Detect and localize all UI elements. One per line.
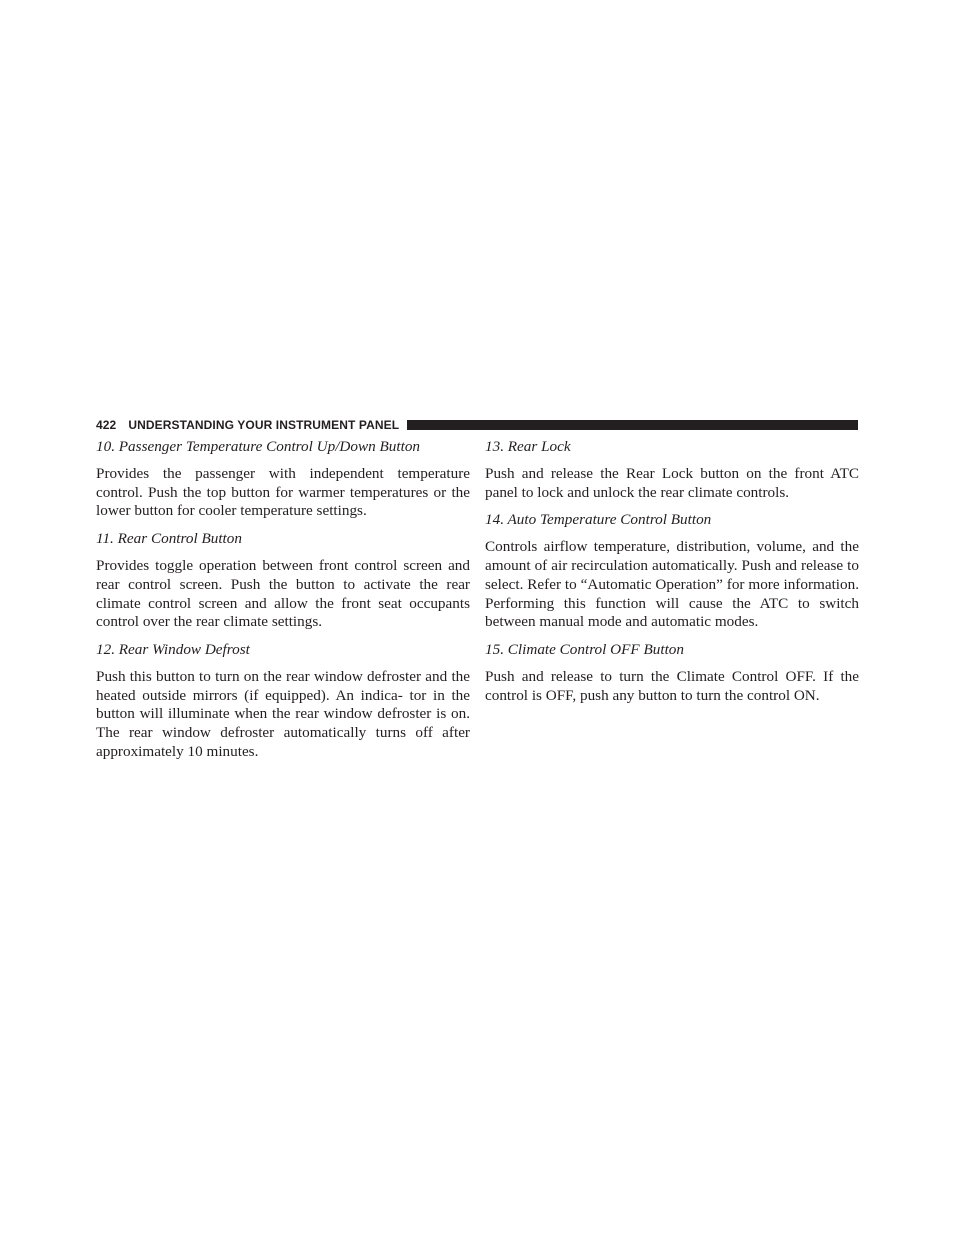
item-body-13: Push and release the Rear Lock button on the front ATC panel to lock and unlock the rear climate controls. — [485, 465, 859, 501]
item-body-12: Push this button to turn on the rear window defroster and the heated outside mirrors (if equipped). An indica- tor in the button will illuminate when the rear window defroster is on. The rear window defroster automatically turns off after approximately 10 minutes. — [96, 667, 470, 760]
header-rule — [407, 420, 858, 430]
item-heading-14: 14. Auto Temperature Control Button — [485, 511, 712, 529]
item-heading-12: 12. Rear Window Defrost — [96, 640, 250, 658]
item-heading-15: 15. Climate Control OFF Button — [485, 640, 684, 658]
right-column — [485, 437, 859, 713]
item-body-10: Provides the passenger with independent temperature control. Push the top button for warmer temperatures or the lower button for cooler temperature settings. — [96, 465, 470, 520]
item-body-15: Push and release to turn the Climate Control OFF. If the control is OFF, push any button to turn the control ON. — [485, 667, 859, 704]
item-heading-13: 13. Rear Lock — [485, 438, 571, 455]
left-column — [96, 437, 470, 769]
section-title: UNDERSTANDING YOUR INSTRUMENT PANEL — [128, 418, 400, 432]
item-heading-10: 10. Passenger Temperature Control Up/Down Button — [96, 438, 421, 455]
item-body-14: Controls airflow temperature, distribution, volume, and the amount of air recirculation automatically. Push and release to select. Refer to “Automatic Operation” for more information. Performing this function will cause the ATC to switch between manual mode and automatic modes. — [485, 538, 859, 631]
item-body-11: Provides toggle operation between front control screen and rear control screen. Push the button to activate the rear climate control screen and allow the front seat occupants control over the rear climate settings. — [96, 557, 470, 631]
item-heading-11: 11. Rear Control Button — [96, 530, 242, 548]
page-header — [96, 417, 858, 433]
page-number: 422 — [96, 418, 117, 432]
